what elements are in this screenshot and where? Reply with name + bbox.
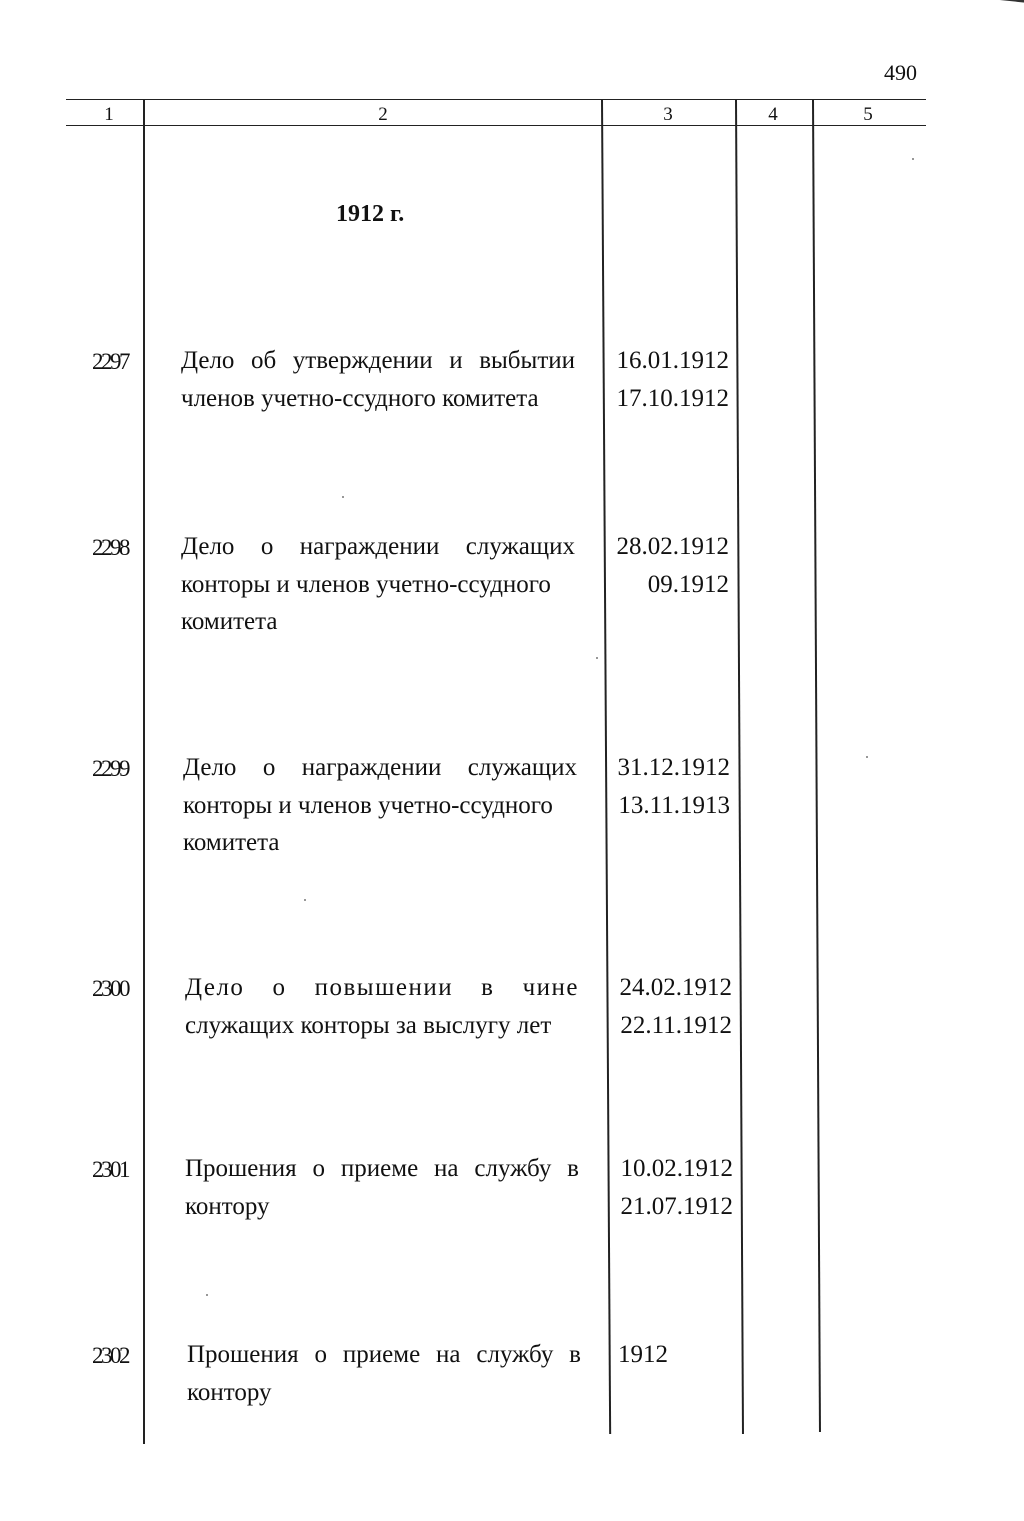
record-title-line: контору xyxy=(187,1378,272,1406)
scan-edge-mark xyxy=(974,0,1024,7)
record-title-line: служащих конторы за выслугу лет xyxy=(185,1011,552,1039)
record-title-line: конторы и членов учетно-ссудного xyxy=(183,791,553,819)
scan-speck xyxy=(596,657,598,659)
column-header-1: 1 xyxy=(104,104,114,125)
record-title-line: Дело об утверждении и выбытии xyxy=(181,347,575,374)
record-dates xyxy=(603,342,729,417)
record-title xyxy=(181,528,575,641)
record-dates xyxy=(604,749,730,824)
scan-speck xyxy=(206,1294,208,1296)
page-number: 490 xyxy=(884,60,917,85)
header-top-rule xyxy=(66,99,926,100)
record-title-line: Дело о награждении служащих xyxy=(181,533,575,560)
column-divider-3 xyxy=(735,99,743,1434)
record-title-line: Дело о награждении служащих xyxy=(183,754,577,781)
record-number: 2301 xyxy=(92,1157,128,1182)
scan-speck xyxy=(304,899,306,901)
record-date: 16.01.1912 xyxy=(616,347,729,374)
column-header-4: 4 xyxy=(768,104,778,125)
column-header-3: 3 xyxy=(663,104,673,125)
record-title xyxy=(185,1150,579,1225)
column-header-5: 5 xyxy=(863,104,873,125)
column-header-2: 2 xyxy=(378,104,388,125)
record-number: 2300 xyxy=(92,976,128,1001)
record-number: 2297 xyxy=(92,349,128,374)
record-date: 22.11.1912 xyxy=(620,1011,732,1039)
record-date: 17.10.1912 xyxy=(616,384,729,412)
record-title-line: Прошения о приеме на службу в xyxy=(185,1155,579,1182)
record-dates xyxy=(607,1150,733,1225)
record-date: 10.02.1912 xyxy=(620,1155,733,1182)
record-number: 2299 xyxy=(92,756,128,781)
record-date: 28.02.1912 xyxy=(616,533,729,560)
record-title-line: членов учетно-ссудного комитета xyxy=(181,384,539,412)
record-title xyxy=(187,1336,581,1411)
record-dates xyxy=(618,1336,744,1374)
record-date: 1912 xyxy=(618,1341,668,1368)
record-title-line: Прошения о приеме на службу в xyxy=(187,1341,581,1368)
record-date: 13.11.1913 xyxy=(618,791,730,819)
record-title xyxy=(183,749,577,862)
record-date: 09.1912 xyxy=(647,570,729,598)
year-heading: 1912 г. xyxy=(336,201,405,227)
scan-speck xyxy=(912,158,914,160)
record-title-line: комитета xyxy=(181,608,278,635)
record-title-line: контору xyxy=(185,1192,270,1220)
record-title-line: комитета xyxy=(183,829,280,856)
record-title-line: Дело о повышении в чине xyxy=(185,974,579,1001)
record-date: 21.07.1912 xyxy=(620,1192,733,1220)
column-divider-4 xyxy=(812,99,820,1432)
record-dates xyxy=(603,528,729,603)
record-date: 24.02.1912 xyxy=(619,974,732,1001)
record-number: 2302 xyxy=(92,1343,128,1368)
record-title xyxy=(185,969,579,1044)
record-number: 2298 xyxy=(92,535,128,560)
record-title-line: конторы и членов учетно-ссудного xyxy=(181,570,551,598)
scan-speck xyxy=(342,496,344,498)
scan-speck xyxy=(866,756,868,758)
record-title xyxy=(181,342,575,417)
record-dates xyxy=(606,969,732,1044)
record-date: 31.12.1912 xyxy=(617,754,730,781)
header-bottom-rule xyxy=(66,125,926,126)
